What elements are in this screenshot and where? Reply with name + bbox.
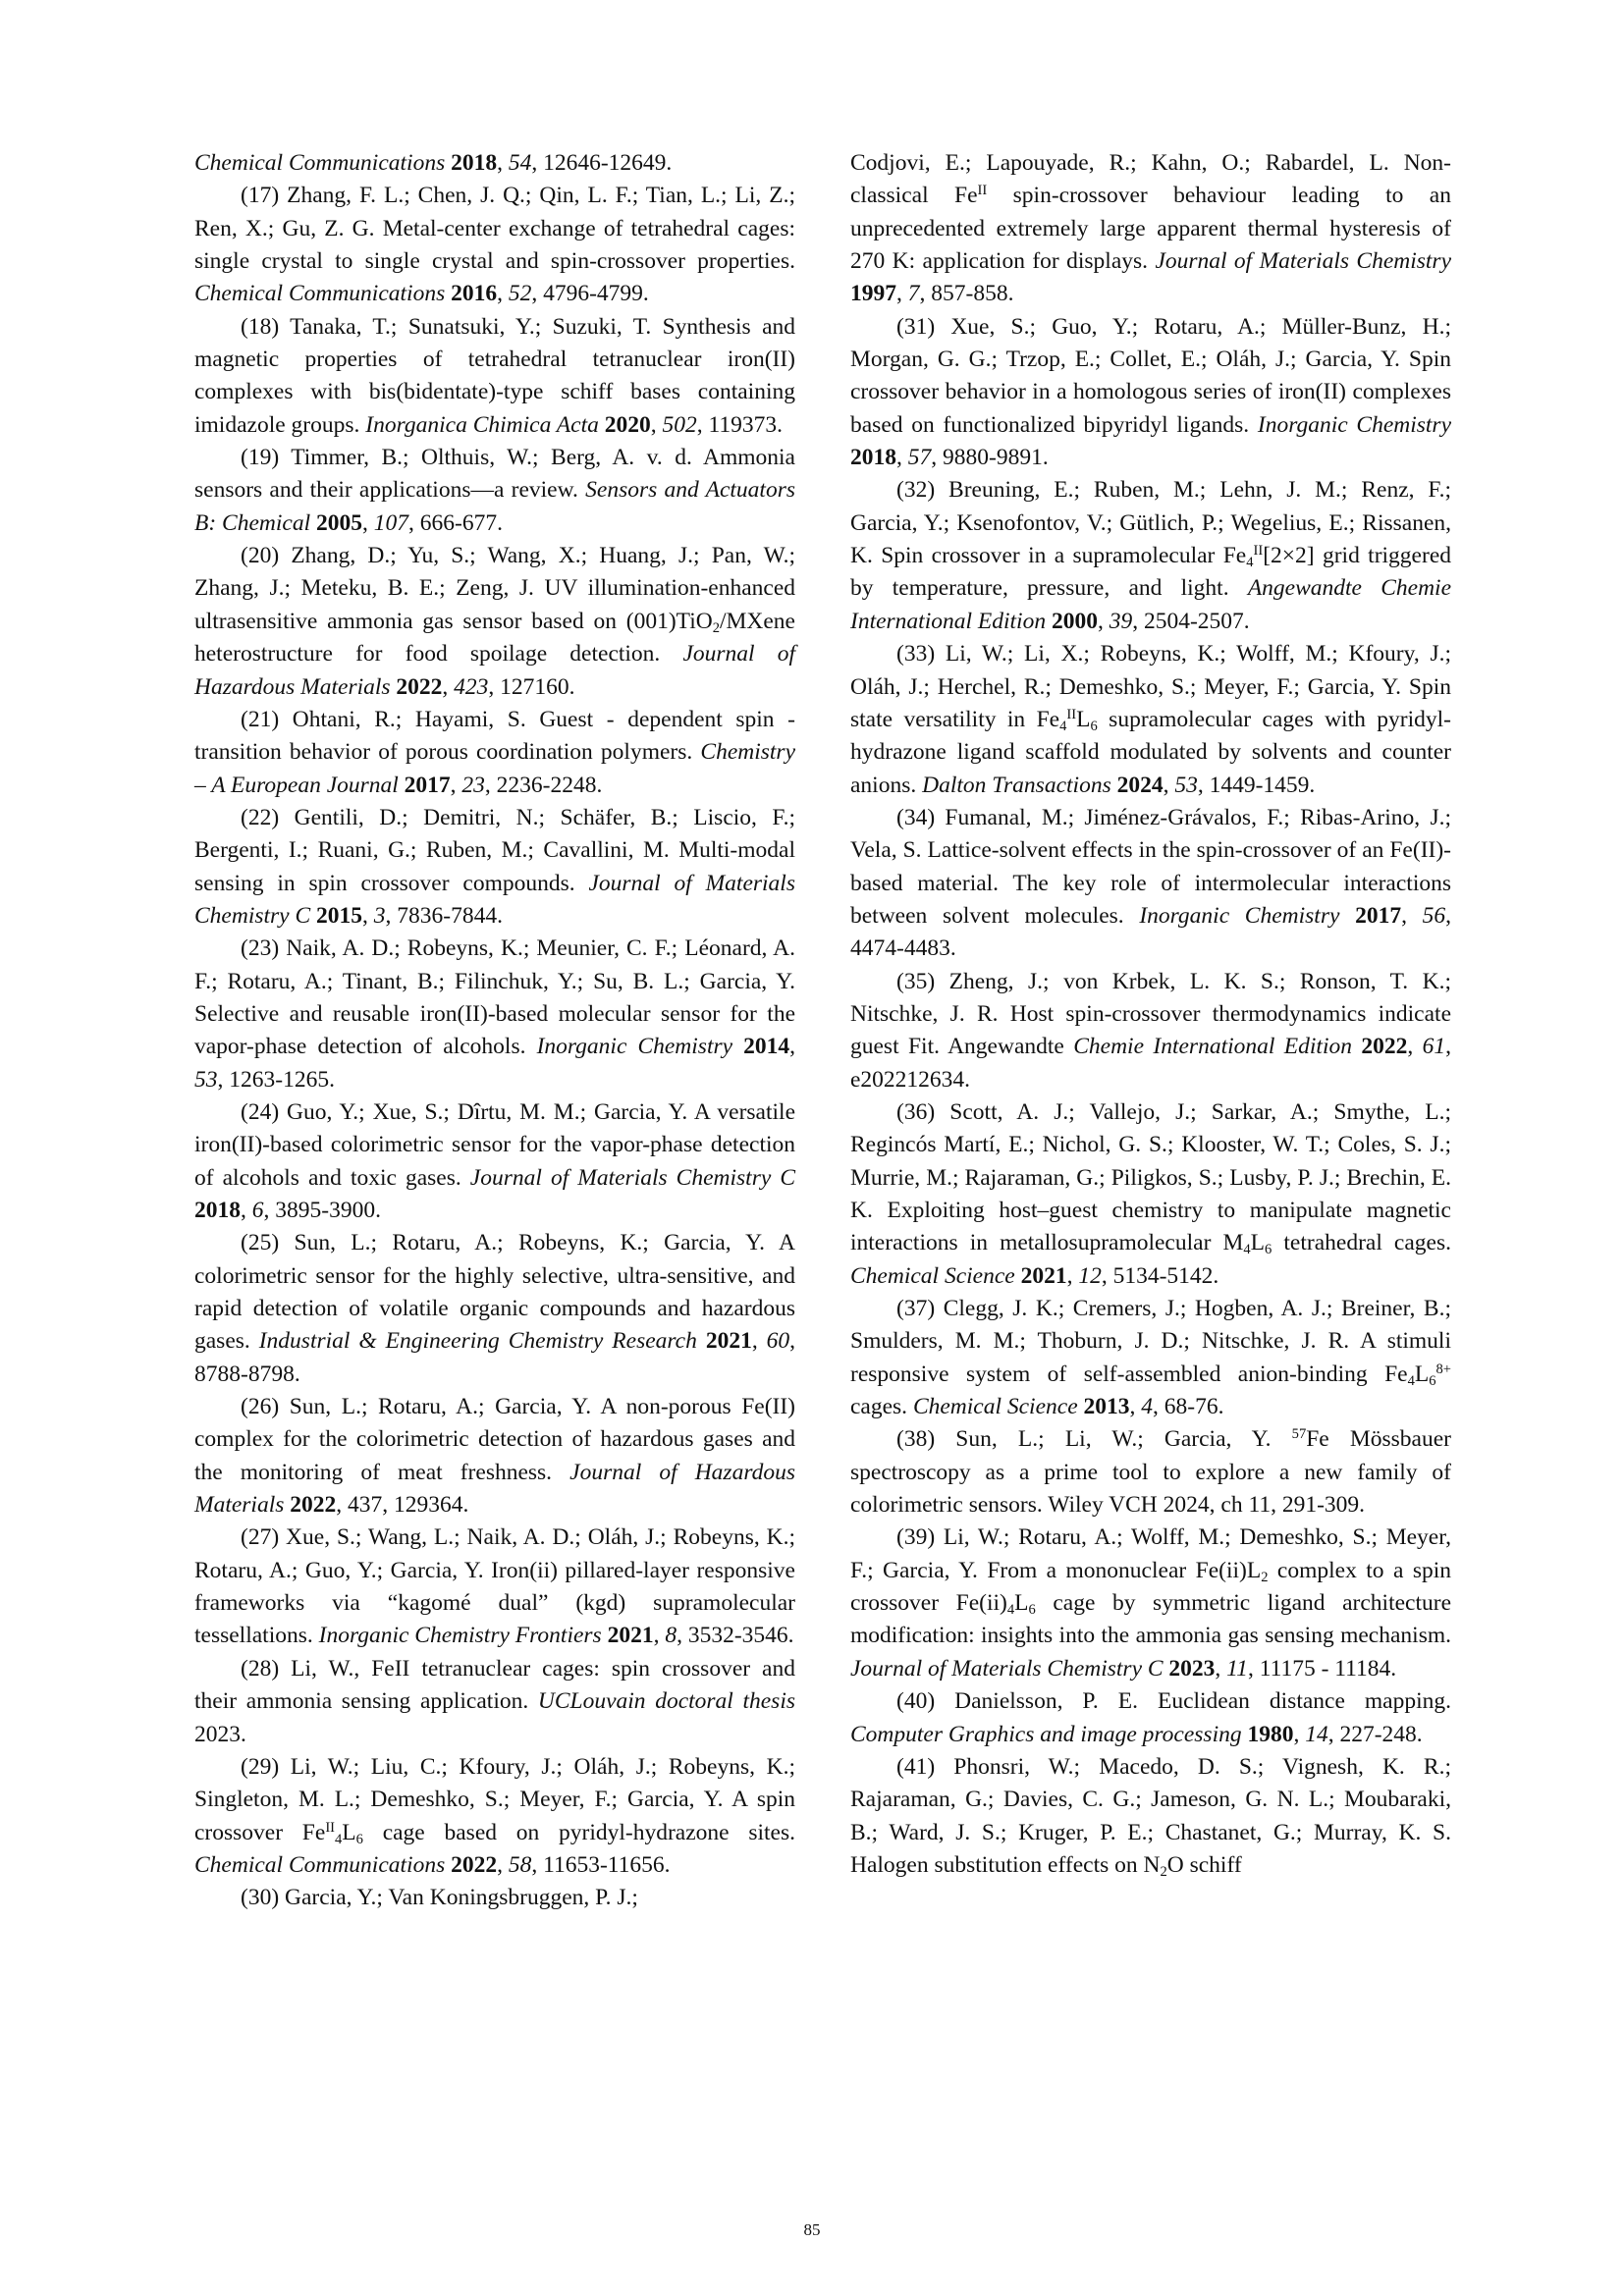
reference-entry: (24) Guo, Y.; Xue, S.; Dîrtu, M. M.; Garcia, Y. A versatile iron(II)-based colorimetric sensor for the vapor-phase detection of alcohols and toxic gases. Journal of Materials Chemistry C 2018, 6, 3895-3900. xyxy=(194,1098,796,1223)
reference-entry: (40) Danielsson, P. E. Euclidean distance mapping. Computer Graphics and image processing 1980, 14, 227-248. xyxy=(850,1688,1451,1747)
reference-entry: (20) Zhang, D.; Yu, S.; Wang, X.; Huang, J.; Pan, W.; Zhang, J.; Meteku, B. E.; Zeng, J. UV illumination-enhanced ultrasensitive ammonia gas sensor based on (001)TiO$_2$/MXene heterostructure for food spoilage detection. Journal of Hazardous Materials 2022, 423, 127160. xyxy=(194,543,795,700)
reference-entry: (30) Garcia, Y.; Van Koningsbruggen, P. J.; xyxy=(241,1885,638,1911)
reference-entry: (39) Li, W.; Rotaru, A.; Wolff, M.; Demeshko, S.; Meyer, F.; Garcia, Y. From a mononuclear $Fe(ii)L_2$ complex to a spin crossover $Fe(ii)_4L_6$ cage by symmetric ligand architecture modification: insights into the ammonia gas sensing mechanism. Journal of Materials Chemistry C 2023, 11, 11175 - 11184. xyxy=(850,1524,1451,1682)
reference-entry: (26) Sun, L.; Rotaru, A.; Garcia, Y. A non-porous Fe(II) complex for the colorimetric detection of hazardous gases and the monitoring of meat freshness. Journal of Hazardous Materials 2022, 437, 129364. xyxy=(194,1394,795,1519)
right-reference-column xyxy=(850,147,1451,1882)
reference-entry: (29) Li, W.; Liu, C.; Kfoury, J.; Oláh, J.; Robeyns, K.; Singleton, M. L.; Demeshko, S.; Meyer, F.; Garcia, Y. A spin crossover $Fe^{II}_4L_6$ cage based on pyridyl-hydrazone sites. Chemical Communications 2022, 58, 11653-11656. xyxy=(194,1753,795,1878)
reference-entry: Chemical Communications 2018, 54, 12646-12649. xyxy=(194,150,673,176)
reference-entry: (35) Zheng, J.; von Krbek, L. K. S.; Ronson, T. K.; Nitschke, J. R. Host spin-crossover thermodynamics indicate guest Fit. Angewandte Chemie International Edition 2022, 61, e202212634. xyxy=(850,968,1452,1093)
reference-entry: (23) Naik, A. D.; Robeyns, K.; Meunier, C. F.; Léonard, A. F.; Rotaru, A.; Tinant, B.; Filinchuk, Y.; Su, B. L.; Garcia, Y. Selective and reusable iron(II)-based molecular sensor for the vapor-phase detection of alcohols. Inorganic Chemistry 2014, 53, 1263-1265. xyxy=(194,935,796,1093)
reference-entry: (33) Li, W.; Li, X.; Robeyns, K.; Wolff, M.; Kfoury, J.; Oláh, J.; Herchel, R.; Demeshko, S.; Meyer, F.; Garcia, Y. Spin state versatility in $Fe_4^{II}L_6$ supramolecular cages with pyridyl-hydrazone ligand scaffold modulated by solvents and counter anions. Dalton Transactions 2024, 53, 1449-1459. xyxy=(850,641,1452,798)
page-number: 85 xyxy=(803,2220,821,2239)
reference-entry: (17) Zhang, F. L.; Chen, J. Q.; Qin, L. F.; Tian, L.; Li, Z.; Ren, X.; Gu, Z. G. Metal-center exchange of tetrahedral cages: single crystal to single crystal and spin-crossover properties. Chemical Communications 2016, 52, 4796-4799. xyxy=(194,183,795,307)
reference-entry: (28) Li, W., FeII tetranuclear cages: spin crossover and their ammonia sensing application. UCLouvain doctoral thesis 2023. xyxy=(194,1655,795,1747)
reference-entry: (19) Timmer, B.; Olthuis, W.; Berg, A. v. d. Ammonia sensors and their applications—a review. Sensors and Actuators B: Chemical 2005, 107, 666-677. xyxy=(194,445,795,536)
reference-entry: (31) Xue, S.; Guo, Y.; Rotaru, A.; Müller-Bunz, H.; Morgan, G. G.; Trzop, E.; Collet, E.; Oláh, J.; Garcia, Y. Spin crossover behavior in a homologous series of iron(II) complexes based on functionalized bipyridyl ligands. Inorganic Chemistry 2018, 57, 9880-9891. xyxy=(850,313,1451,471)
reference-entry: (18) Tanaka, T.; Sunatsuki, Y.; Suzuki, T. Synthesis and magnetic properties of tetrahedral tetranuclear iron(II) complexes with bis(bidentate)-type schiff bases containing imidazole groups. Inorganica Chimica Acta 2020, 502, 119373. xyxy=(194,313,795,438)
reference-entry: (41) Phonsri, W.; Macedo, D. S.; Vignesh, K. R.; Rajaraman, G.; Davies, C. G.; Jameson, G. N. L.; Moubaraki, B.; Ward, J. S.; Kruger, P. E.; Chastanet, G.; Murray, K. S. Halogen substitution effects on $N_2O$ schiff xyxy=(850,1753,1451,1880)
reference-entry: Codjovi, E.; Lapouyade, R.; Kahn, O.; Rabardel, L. Non-classical $Fe^{II}$ spin-crossover behaviour leading to an unprecedented extremely large apparent thermal hysteresis of 270 K: application for displays. Journal of Materials Chemistry 1997, 7, 857-858. xyxy=(850,150,1451,307)
left-reference-column xyxy=(194,147,795,1915)
reference-entry: (34) Fumanal, M.; Jiménez-Grávalos, F.; Ribas-Arino, J.; Vela, S. Lattice-solvent effects in the spin-crossover of an Fe(II)-based material. The key role of intermolecular interactions between solvent molecules. Inorganic Chemistry 2017, 56, 4474-4483. xyxy=(850,804,1452,962)
reference-entry: (25) Sun, L.; Rotaru, A.; Robeyns, K.; Garcia, Y. A colorimetric sensor for the highly selective, ultra-sensitive, and rapid detection of volatile organic compounds and hazardous gases. Industrial & Engineering Chemistry Research 2021, 60, 8788-8798. xyxy=(194,1230,796,1387)
reference-entry: (36) Scott, A. J.; Vallejo, J.; Sarkar, A.; Smythe, L.; Regincós Martí, E.; Nichol, G. S.; Klooster, W. T.; Coles, S. J.; Murrie, M.; Rajaraman, G.; Piligkos, S.; Lusby, P. J.; Brechin, E. K. Exploiting host–guest chemistry to manipulate magnetic interactions in metallosupramolecular $M_4L_6$ tetrahedral cages. Chemical Science 2021, 12, 5134-5142. xyxy=(850,1098,1451,1289)
reference-entry: (37) Clegg, J. K.; Cremers, J.; Hogben, A. J.; Breiner, B.; Smulders, M. M.; Thoburn, J. D.; Nitschke, J. R. A stimuli responsive system of self-assembled anion-binding $Fe_4L_6^{8+}$ cages. Chemical Science 2013, 4, 68-76. xyxy=(850,1296,1451,1420)
reference-entry: (32) Breuning, E.; Ruben, M.; Lehn, J. M.; Renz, F.; Garcia, Y.; Ksenofontov, V.; Gütlich, P.; Wegelius, E.; Rissanen, K. Spin crossover in a supramolecular $Fe_4^{II}[2\times 2]$ grid triggered by temperature, pressure, and light. Angewandte Chemie International Edition 2000, 39, 2504-2507. xyxy=(850,477,1451,634)
reference-entry: (22) Gentili, D.; Demitri, N.; Schäfer, B.; Liscio, F.; Bergenti, I.; Ruani, G.; Ruben, M.; Cavallini, M. Multi-modal sensing in spin crossover compounds. Journal of Materials Chemistry C 2015, 3, 7836-7844. xyxy=(194,804,795,929)
reference-entry: (27) Xue, S.; Wang, L.; Naik, A. D.; Oláh, J.; Robeyns, K.; Rotaru, A.; Guo, Y.; Garcia, Y. Iron(ii) pillared-layer responsive frameworks via “kagomé dual” (kgd) supramolecular tessellations. Inorganic Chemistry Frontiers 2021, 8, 3532-3546. xyxy=(194,1524,795,1649)
reference-entry: (21) Ohtani, R.; Hayami, S. Guest - dependent spin - transition behavior of porous coordination polymers. Chemistry – A European Journal 2017, 23, 2236-2248. xyxy=(194,706,795,798)
reference-entry: (38) Sun, L.; Li, W.; Garcia, Y. $^{57}$Fe Mössbauer spectroscopy as a prime tool to explore a new family of colorimetric sensors. Wiley VCH 2024, ch 11, 291-309. xyxy=(850,1426,1451,1519)
